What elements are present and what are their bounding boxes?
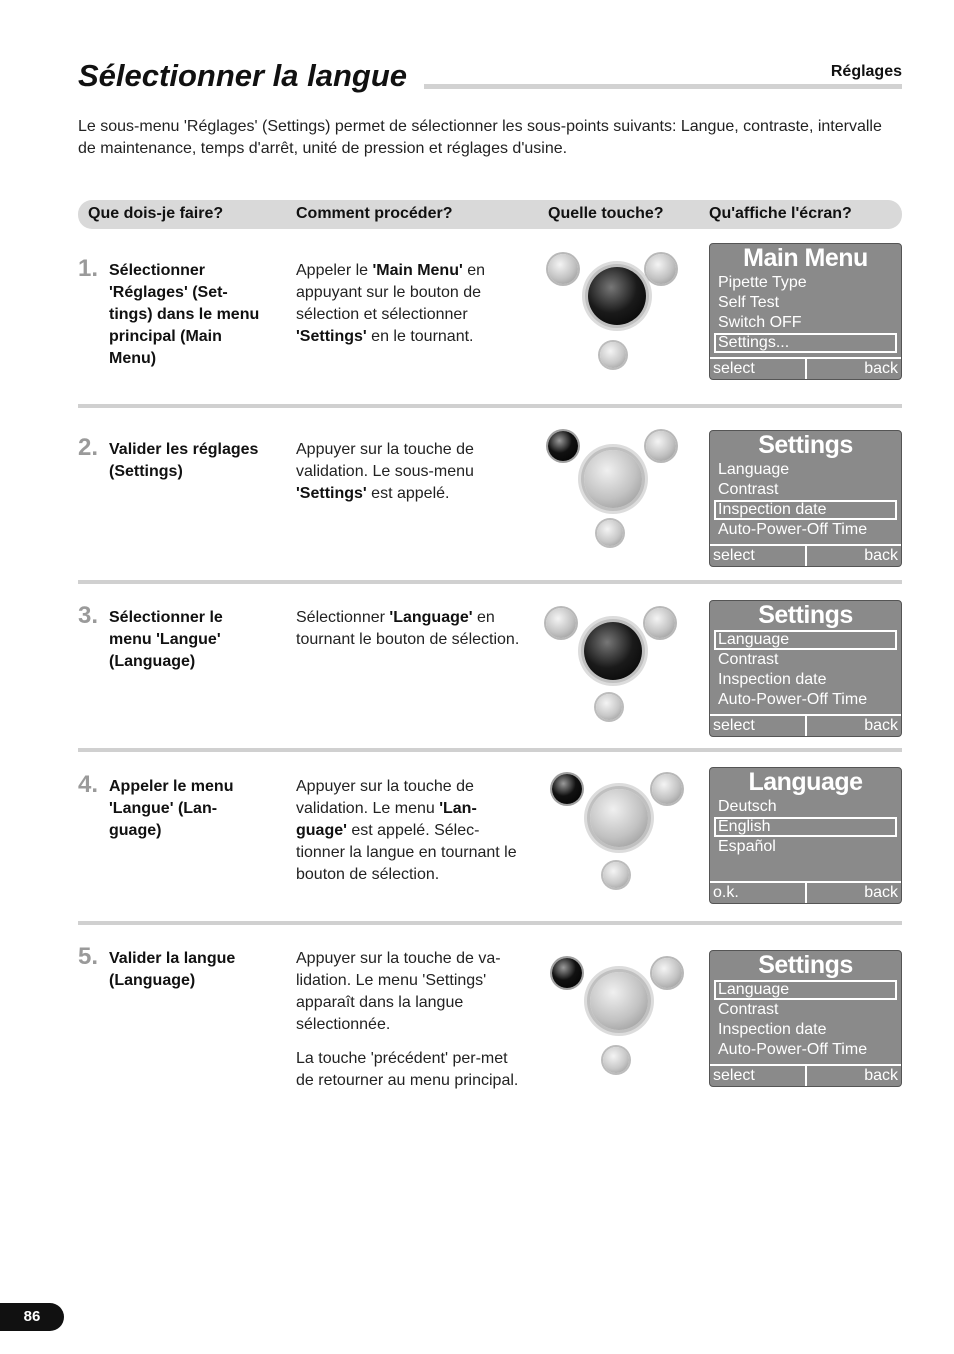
confirm-button: [552, 774, 582, 804]
screen-menu-item: Contrast: [718, 1001, 779, 1018]
screen-title: Settings: [758, 951, 853, 979]
screen-menu-item: Self Test: [718, 294, 780, 311]
control-buttons: [542, 258, 682, 388]
screen-menu-list: [714, 460, 897, 540]
step-title: Appeler le menu 'Langue' (Lan-guage): [109, 778, 234, 839]
screen-softkey-left: select: [713, 547, 755, 564]
header-screen: Qu'affiche l'écran?: [709, 205, 852, 222]
screen-menu-item-selected: Language: [714, 980, 897, 1000]
control-buttons: [542, 774, 682, 904]
display-screen: [709, 950, 902, 1087]
screen-footer-divider: [805, 1066, 807, 1086]
screen-footer-divider: [805, 546, 807, 566]
screen-menu-item-selected: Inspection date: [714, 500, 897, 520]
screen-menu-item-selected: English: [714, 817, 897, 837]
screen-footer: [710, 357, 901, 379]
screen-softkey-left: select: [713, 717, 755, 734]
back-button: [645, 608, 675, 638]
screen-footer: [710, 714, 901, 736]
header-what: Que dois-je faire?: [88, 205, 224, 222]
confirm-button: [552, 958, 582, 988]
screen-menu-list: [714, 630, 897, 710]
screen-menu-list: [714, 797, 897, 857]
selection-dial: [584, 622, 642, 680]
page-title: Sélectionner la langue: [78, 58, 408, 93]
lower-button: [603, 862, 629, 888]
step-description-note: La touche 'précédent' per-met de retourner au menu principal.: [296, 1050, 519, 1089]
lower-button: [603, 1047, 629, 1073]
screen-menu-item: Auto-Power-Off Time: [718, 691, 868, 708]
separator: [78, 580, 902, 584]
page-number: 86: [0, 1303, 64, 1331]
display-screen: [709, 243, 902, 380]
screen-title: Settings: [758, 601, 853, 629]
table-header: [78, 200, 902, 229]
step-title: Sélectionner le menu 'Langue' (Language): [109, 609, 223, 670]
screen-menu-item: Language: [718, 461, 790, 478]
screen-menu-item-selected: Language: [714, 630, 897, 650]
step-number: 3.: [78, 602, 99, 629]
screen-footer-divider: [805, 359, 807, 379]
lower-button: [600, 342, 626, 368]
step-description: Sélectionner 'Language' en tournant le bouton de sélection.: [296, 609, 520, 648]
section-label: Réglages: [830, 63, 902, 80]
header-how: Comment procéder?: [296, 205, 453, 222]
selection-dial: [588, 267, 646, 325]
selection-dial: [590, 972, 648, 1030]
screen-menu-item: Contrast: [718, 651, 779, 668]
display-screen: [709, 767, 902, 904]
step-number: 4.: [78, 771, 99, 798]
screen-menu-item: Pipette Type: [718, 274, 807, 291]
display-screen: [709, 430, 902, 567]
screen-title: Language: [748, 768, 863, 796]
screen-softkey-right: back: [864, 547, 898, 564]
back-button: [646, 431, 676, 461]
step-number: 5.: [78, 943, 99, 970]
lower-button: [596, 694, 622, 720]
control-buttons: [542, 946, 682, 1076]
step-title: Sélectionner 'Réglages' (Set-tings) dans le menu principal (Main Menu): [109, 262, 260, 367]
step-description: Appuyer sur la touche de validation. Le sous-menu 'Settings' est appelé.: [296, 441, 474, 502]
screen-footer-divider: [805, 716, 807, 736]
step-number: 1.: [78, 255, 99, 282]
step-title: Valider la langue (Language): [109, 950, 236, 989]
step-description: Appuyer sur la touche de validation. Le menu 'Lan-guage' est appelé. Sélec-tionner la langue en tournant le bouton de sélection.: [296, 778, 517, 883]
screen-softkey-right: back: [864, 1067, 898, 1084]
screen-softkey-left: select: [713, 360, 755, 377]
confirm-button: [546, 608, 576, 638]
screen-title: Main Menu: [743, 244, 868, 272]
separator: [78, 404, 902, 408]
screen-menu-item: Inspection date: [718, 1021, 827, 1038]
separator: [78, 748, 902, 752]
screen-menu-item: Inspection date: [718, 671, 827, 688]
screen-menu-item: Auto-Power-Off Time: [718, 521, 868, 538]
intro-text: Le sous-menu 'Réglages' (Settings) permet de sélectionner les sous-points suivants: Langue, contraste, intervalle de maintenance, temps d'arrêt, unité de pression et réglages d'usine.: [78, 118, 882, 157]
step-description: Appeler le 'Main Menu' en appuyant sur le bouton de sélection et sélectionner 'Settings' en le tournant.: [296, 262, 486, 345]
screen-footer: [710, 881, 901, 903]
back-button: [646, 254, 676, 284]
step-number: 2.: [78, 434, 99, 461]
screen-menu-list: [714, 273, 897, 353]
control-buttons: [542, 437, 682, 567]
screen-softkey-left: select: [713, 1067, 755, 1084]
selection-dial: [590, 789, 648, 847]
screen-menu-item-selected: Settings...: [714, 333, 897, 353]
confirm-button: [548, 254, 578, 284]
screen-softkey-right: back: [864, 717, 898, 734]
selection-dial: [584, 450, 642, 508]
display-screen: [709, 600, 902, 737]
screen-menu-item: Auto-Power-Off Time: [718, 1041, 868, 1058]
back-button: [652, 958, 682, 988]
screen-footer: [710, 544, 901, 566]
screen-softkey-left: o.k.: [713, 884, 739, 901]
step-description-paragraph: Appuyer sur la touche de va-lidation. Le menu 'Settings' apparaît dans la langue sélectionnée.: [296, 950, 501, 1033]
screen-footer: [710, 1064, 901, 1086]
screen-softkey-right: back: [864, 884, 898, 901]
screen-menu-item: Deutsch: [718, 798, 777, 815]
step-description: [296, 948, 526, 1104]
screen-menu-item: Contrast: [718, 481, 779, 498]
title-rule: [424, 84, 902, 89]
screen-softkey-right: back: [864, 360, 898, 377]
confirm-button: [548, 431, 578, 461]
separator: [78, 921, 902, 925]
screen-menu-item: Español: [718, 838, 776, 855]
screen-menu-item: Switch OFF: [718, 314, 802, 331]
step-title: Valider les réglages (Settings): [109, 441, 259, 480]
screen-footer-divider: [805, 883, 807, 903]
back-button: [652, 774, 682, 804]
screen-menu-list: [714, 980, 897, 1060]
screen-title: Settings: [758, 431, 853, 459]
header-key: Quelle touche?: [548, 205, 664, 222]
lower-button: [597, 520, 623, 546]
control-buttons: [542, 605, 682, 735]
